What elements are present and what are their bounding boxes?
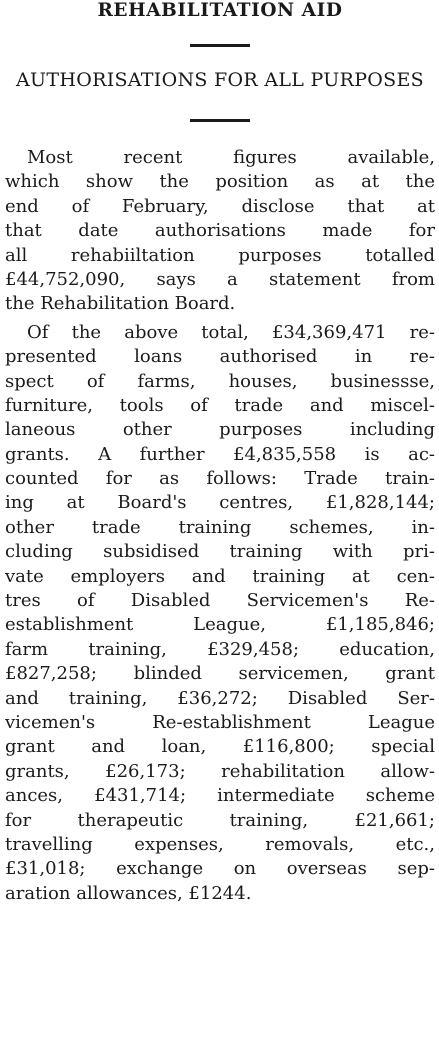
text-line: that date authorisations made for — [5, 220, 435, 242]
text-line: ing at Board's centres, £1,828,144; — [5, 492, 435, 514]
headline-rule — [190, 44, 250, 47]
text-line: Most recent figures available, — [27, 147, 435, 168]
text-line: aration allowances, £1244. — [5, 882, 252, 904]
subheadline-rule — [190, 119, 250, 122]
text-line: grant and loan, £116,800; special — [5, 736, 435, 758]
text-line: laneous other purposes including — [5, 419, 435, 441]
text-line: grants. A further £4,835,558 is ac- — [5, 443, 435, 465]
text-line: spect of farms, houses, businessse, — [5, 370, 435, 392]
paragraph-1 — [5, 146, 435, 317]
text-line: grants, £26,173; rehabilitation allow- — [5, 760, 435, 782]
text-line: other trade training schemes, in- — [5, 516, 435, 538]
text-line: which show the position as at the — [5, 171, 435, 193]
text-line: the Rehabilitation Board. — [5, 293, 236, 315]
text-line: end of February, disclose that at — [5, 195, 435, 217]
text-line: cluding subsidised training with pri- — [5, 541, 435, 563]
text-line: counted for as follows: Trade train- — [5, 468, 435, 490]
text-line: £44,752,090, says a statement from — [5, 268, 435, 290]
text-line: and training, £36,272; Disabled Ser- — [5, 687, 435, 709]
text-line: for therapeutic training, £21,661; — [5, 809, 435, 831]
text-line: travelling expenses, removals, etc., — [5, 833, 435, 855]
text-line: furniture, tools of trade and miscel- — [5, 394, 435, 416]
text-line: £31,018; exchange on overseas sep- — [5, 858, 435, 880]
headline: REHABILITATION AID — [97, 0, 343, 21]
text-line: tres of Disabled Servicemen's Re- — [5, 590, 435, 612]
text-line: farm training, £329,458; education, — [5, 638, 435, 660]
text-line: vate employers and training at cen- — [5, 565, 435, 587]
text-line: vicemen's Re-establishment League — [5, 711, 435, 733]
subheadline: AUTHORISATIONS FOR ALL PURPOSES — [16, 69, 424, 91]
text-line: £827,258; blinded servicemen, grant — [5, 663, 435, 685]
newspaper-article — [5, 0, 435, 906]
text-line: all rehabiiltation purposes totalled — [5, 244, 435, 266]
text-line: establishment League, £1,185,846; — [5, 614, 435, 636]
text-line: Of the above total, £34,369,471 re- — [27, 321, 435, 343]
text-line: ances, £431,714; intermediate scheme — [5, 785, 435, 807]
paragraph-2 — [5, 321, 435, 906]
text-line: presented loans authorised in re- — [5, 346, 435, 368]
article-body — [5, 146, 435, 906]
